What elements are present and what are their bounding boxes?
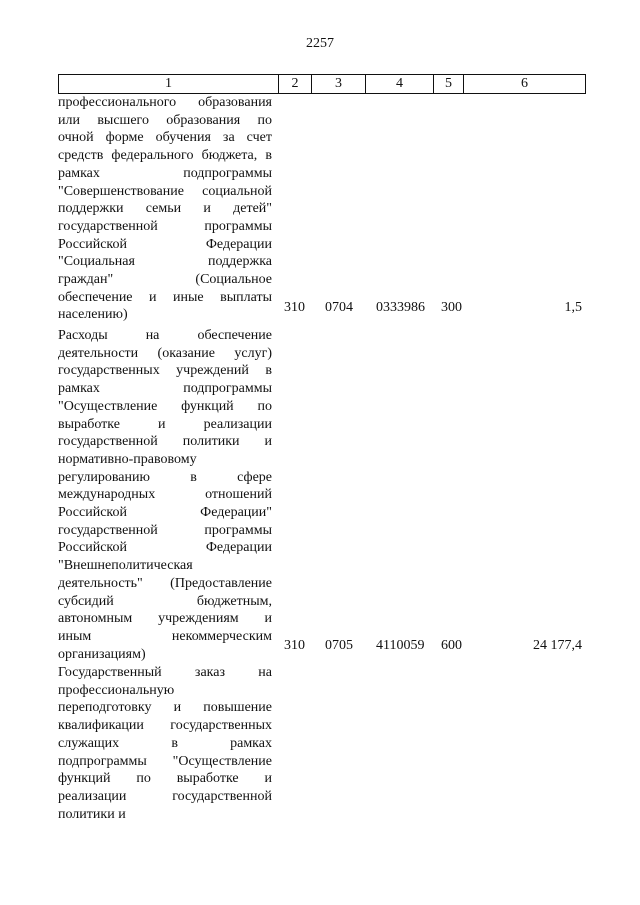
row-description xyxy=(58,664,272,823)
amount: 1,5 xyxy=(564,300,582,315)
grbs-code: 310 xyxy=(284,300,305,315)
header-col-4: 4 xyxy=(365,75,433,93)
header-col-6: 6 xyxy=(463,75,585,93)
description-line: государственных учреждений в xyxy=(58,363,272,379)
description-line: государственной политики и xyxy=(58,434,272,450)
target-code: 0333986 xyxy=(376,300,425,315)
table-header xyxy=(58,74,586,94)
description-line: государственной программы xyxy=(58,218,272,234)
description-line: Российской Федерации xyxy=(58,236,272,252)
description-line: "Совершенствование социальной xyxy=(58,183,272,199)
description-line: регулированию в сфере xyxy=(58,469,272,485)
description-line: профессиональную xyxy=(58,682,175,698)
description-line: организациям) xyxy=(58,646,146,662)
description-line: Российской Федерации" xyxy=(58,505,272,521)
description-line: функций по выработке и xyxy=(58,771,272,787)
description-line: обеспечение и иные выплаты xyxy=(58,289,272,305)
description-line: международных отношений xyxy=(58,487,272,503)
row-description xyxy=(58,94,272,324)
page-number: 2257 xyxy=(306,36,334,51)
row-description xyxy=(58,327,272,663)
description-line: "Социальная поддержка xyxy=(58,254,272,270)
description-line: рамках подпрограммы xyxy=(58,381,272,397)
description-line: Российской Федерации xyxy=(58,540,272,556)
description-line: автономным учреждениям и xyxy=(58,611,272,627)
description-line: "Внешнеполитическая xyxy=(58,558,193,574)
expense-type: 300 xyxy=(441,300,462,315)
description-line: населению) xyxy=(58,307,128,323)
description-line: субсидий бюджетным, xyxy=(58,593,272,609)
description-line: политики и xyxy=(58,806,126,822)
description-line: выработке и реализации xyxy=(58,416,272,432)
description-line: Расходы на обеспечение xyxy=(58,328,272,343)
grbs-code: 310 xyxy=(284,638,305,653)
description-line: квалификации государственных xyxy=(58,718,272,734)
description-line: служащих в рамках xyxy=(58,735,272,751)
section-code: 0705 xyxy=(325,638,353,653)
description-line: реализации государственной xyxy=(58,788,272,804)
description-line: средств федерального бюджета, в xyxy=(58,148,272,164)
description-line: "Осуществление функций по xyxy=(58,398,272,414)
expense-type: 600 xyxy=(441,638,462,653)
description-line: иным некоммерческим xyxy=(58,628,272,644)
description-line: граждан" (Социальное xyxy=(58,272,272,288)
description-line: нормативно-правовому xyxy=(58,451,197,467)
description-line: подпрограммы "Осуществление xyxy=(58,753,272,769)
header-col-3: 3 xyxy=(311,75,365,93)
description-line: профессионального образования xyxy=(58,95,272,110)
target-code: 4110059 xyxy=(376,638,425,653)
description-line: переподготовку и повышение xyxy=(58,700,272,716)
description-line: Государственный заказ на xyxy=(58,665,272,680)
description-line: очной форме обучения за счет xyxy=(58,130,272,146)
amount: 24 177,4 xyxy=(533,638,582,653)
description-line: рамках подпрограммы xyxy=(58,165,272,181)
description-line: поддержки семьи и детей" xyxy=(58,201,272,217)
section-code: 0704 xyxy=(325,300,353,315)
description-line: деятельности (оказание услуг) xyxy=(58,345,272,361)
header-col-5: 5 xyxy=(433,75,463,93)
header-col-1: 1 xyxy=(165,76,172,91)
description-line: государственной программы xyxy=(58,522,272,538)
description-line: деятельность" (Предоставление xyxy=(58,575,272,591)
description-line: или высшего образования по xyxy=(58,112,272,128)
header-col-2: 2 xyxy=(278,75,311,93)
